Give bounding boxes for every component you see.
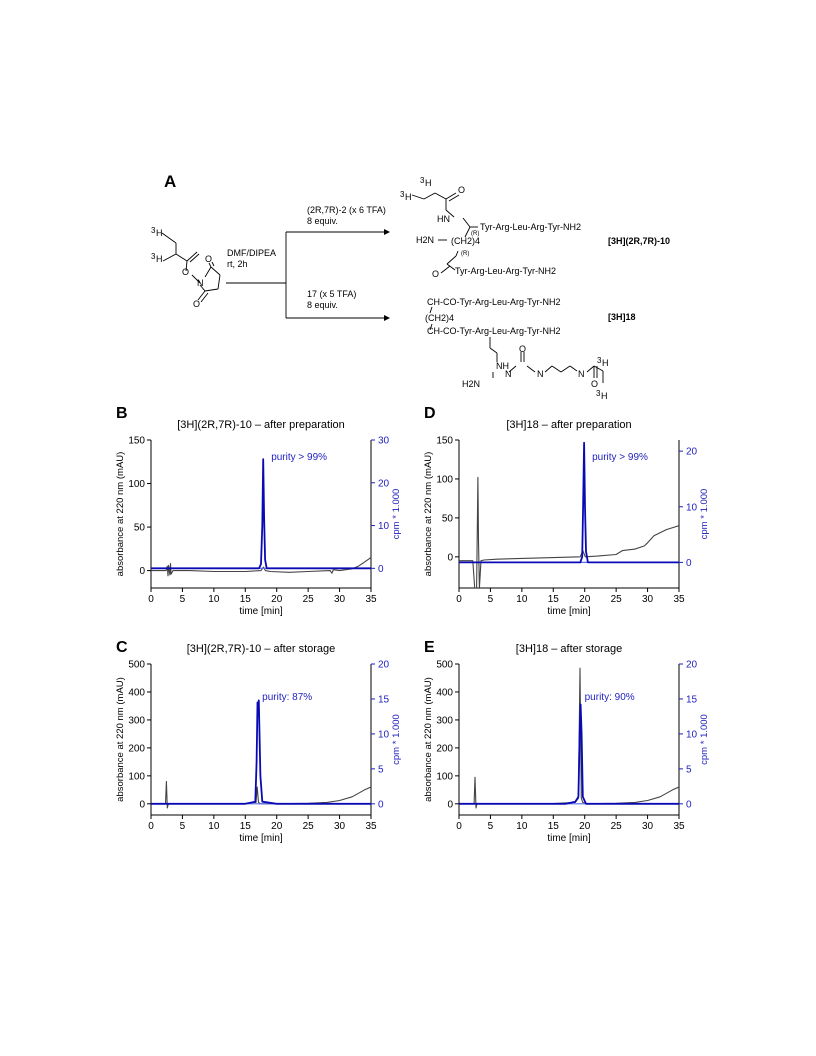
reaction-arrows: [226, 232, 384, 318]
x-tick-label: 0: [148, 594, 154, 605]
y-axis-label-left: absorbance at 220 nm (mAU): [115, 677, 126, 802]
chart-title: [3H]18 – after preparation: [506, 419, 632, 431]
x-axis-label: time [min]: [239, 833, 283, 844]
panel-label-a: A: [164, 172, 177, 191]
y-tick-label-left: 150: [436, 435, 453, 447]
chart-panel-d: [423, 405, 710, 617]
reaction-scheme: [151, 172, 670, 401]
equiv-top: 8 equiv.: [307, 216, 338, 226]
uv-trace: [459, 477, 679, 588]
atom-label: H: [156, 254, 163, 264]
x-tick-label: 20: [579, 594, 591, 605]
chart-panel-c: [115, 639, 402, 844]
y-tick-label-left: 100: [436, 474, 453, 486]
y-axis-label-right: cpm * 1.000: [699, 488, 710, 540]
x-tick-label: 25: [610, 594, 622, 605]
reactant-nhs-ester: [162, 233, 220, 302]
atom-label: N: [578, 369, 585, 379]
atom-label: H2N: [462, 379, 481, 389]
x-tick-label: 30: [642, 821, 654, 832]
reagent-top: (2R,7R)-2 (x 6 TFA): [307, 205, 386, 215]
x-tick-label: 5: [179, 821, 186, 832]
chart-panel-b: [115, 405, 402, 617]
y-tick-label-left: 200: [436, 743, 453, 755]
x-tick-label: 30: [334, 821, 346, 832]
x-tick-label: 10: [208, 821, 220, 832]
y-tick-label-left: 50: [441, 513, 453, 525]
x-axis-label: time [min]: [547, 606, 591, 617]
y-tick-label-right: 10: [378, 729, 390, 741]
peptide-chain-1: Tyr-Arg-Leu-Arg-Tyr-NH2: [480, 222, 582, 232]
y-tick-label-right: 10: [686, 729, 698, 741]
svg-text:3: 3: [151, 226, 156, 235]
y-tick-label-right: 20: [686, 446, 698, 458]
y-tick-label-right: 10: [686, 502, 698, 514]
atom-label: H: [156, 228, 163, 238]
y-tick-label-right: 15: [686, 694, 698, 706]
atom-label: O: [193, 299, 201, 309]
x-tick-label: 20: [579, 821, 591, 832]
y-tick-label-right: 5: [378, 764, 384, 776]
x-tick-label: 35: [673, 594, 685, 605]
y-tick-label-left: 500: [436, 659, 453, 671]
uv-trace: [459, 668, 679, 808]
arrowhead-bottom: [384, 315, 390, 321]
chain-2: CH-CO-Tyr-Arg-Leu-Arg-Tyr-NH2: [427, 326, 561, 336]
y-tick-label-right: 0: [686, 799, 692, 811]
y-tick-label-right: 5: [686, 764, 692, 776]
atom-label: H: [425, 178, 432, 188]
radioactivity-trace: [151, 700, 371, 803]
y-tick-label-right: 0: [686, 557, 692, 569]
arrowhead-top: [384, 229, 390, 235]
y-tick-label-right: 0: [378, 563, 384, 575]
product-18-name: [3H]18: [608, 312, 636, 322]
linker-label: (CH2)4: [425, 313, 455, 323]
atom-label: O: [519, 344, 527, 354]
x-tick-label: 30: [642, 594, 654, 605]
x-tick-label: 15: [239, 594, 251, 605]
x-tick-label: 20: [271, 821, 283, 832]
y-axis-label-left: absorbance at 220 nm (mAU): [423, 677, 434, 802]
x-tick-label: 10: [516, 594, 528, 605]
x-tick-label: 10: [208, 594, 220, 605]
y-tick-label-left: 200: [128, 743, 145, 755]
chain-1: CH-CO-Tyr-Arg-Leu-Arg-Tyr-NH2: [427, 297, 561, 307]
stereo-label: (R): [461, 251, 470, 257]
x-tick-label: 15: [547, 821, 559, 832]
atom-label: NH: [496, 361, 509, 371]
x-tick-label: 35: [673, 821, 685, 832]
chromatograms: [115, 405, 710, 844]
x-tick-label: 35: [365, 594, 377, 605]
svg-text:3: 3: [596, 389, 601, 398]
purity-annotation: purity: 90%: [584, 692, 635, 703]
y-tick-label-left: 400: [128, 687, 145, 699]
y-axis-label-left: absorbance at 220 nm (mAU): [115, 451, 126, 577]
x-tick-label: 15: [239, 821, 251, 832]
y-tick-label-left: 0: [447, 799, 453, 811]
atom-label: H: [601, 391, 608, 401]
y-axis-label-right: cpm * 1.000: [391, 714, 402, 765]
atom-label: O: [205, 254, 213, 264]
chart-panel-e: [423, 639, 710, 844]
purity-annotation: purity > 99%: [592, 452, 648, 463]
atom-label: N: [197, 278, 204, 288]
product-10-name: [3H](2R,7R)-10: [608, 236, 671, 246]
radioactivity-trace: [151, 459, 371, 568]
y-axis-label-right: cpm * 1.000: [699, 714, 710, 765]
y-tick-label-right: 0: [378, 799, 384, 811]
y-tick-label-right: 20: [686, 659, 698, 671]
atom-label: O: [432, 269, 440, 279]
purity-annotation: purity > 99%: [271, 452, 328, 463]
x-tick-label: 25: [302, 594, 314, 605]
y-tick-label-left: 150: [128, 435, 145, 447]
x-tick-label: 0: [148, 821, 154, 832]
y-tick-label-left: 500: [128, 659, 145, 671]
atom-label: N: [537, 369, 544, 379]
y-tick-label-left: 300: [128, 715, 145, 727]
chart-title: [3H](2R,7R)-10 – after storage: [186, 643, 336, 655]
x-tick-label: 25: [610, 821, 622, 832]
y-axis-label-left: absorbance at 220 nm (mAU): [423, 451, 434, 577]
y-tick-label-left: 0: [447, 552, 453, 564]
y-tick-label-right: 30: [378, 435, 390, 447]
chart-title: [3H]18 – after storage: [515, 643, 623, 655]
atom-label: HN: [437, 214, 450, 224]
x-tick-label: 5: [487, 594, 494, 605]
y-tick-label-left: 0: [139, 799, 145, 811]
x-tick-label: 35: [365, 821, 377, 832]
svg-text:3: 3: [420, 176, 425, 185]
y-tick-label-right: 10: [378, 521, 390, 533]
x-tick-label: 5: [487, 821, 494, 832]
y-axis-label-right: cpm * 1.000: [391, 488, 402, 540]
x-tick-label: 0: [456, 821, 462, 832]
atom-label: O: [591, 379, 599, 389]
x-tick-label: 15: [547, 594, 559, 605]
atom-label: H: [602, 358, 609, 368]
conditions-solvent: DMF/DIPEA: [227, 248, 277, 258]
x-tick-label: 10: [516, 821, 528, 832]
svg-text:3: 3: [597, 356, 602, 365]
y-tick-label-left: 0: [139, 566, 145, 578]
product-10-structure: [412, 193, 481, 273]
svg-text:3: 3: [400, 190, 405, 199]
atom-label: N: [505, 369, 512, 379]
x-axis-label: time [min]: [547, 833, 591, 844]
y-tick-label-left: 100: [128, 771, 145, 783]
chart-title: [3H](2R,7R)-10 – after preparation: [177, 419, 345, 431]
x-tick-label: 25: [302, 821, 314, 832]
purity-annotation: purity: 87%: [262, 692, 313, 703]
linker-label: (CH2)4: [451, 236, 481, 246]
x-tick-label: 5: [179, 594, 186, 605]
atom-label: O: [182, 267, 190, 277]
x-axis-label: time [min]: [239, 606, 283, 617]
x-tick-label: 0: [456, 594, 462, 605]
atom-label: O: [458, 185, 466, 195]
panel-label: B: [116, 405, 128, 422]
equiv-bottom: 8 equiv.: [307, 300, 338, 310]
panel-label: C: [116, 639, 128, 656]
y-tick-label-left: 400: [436, 687, 453, 699]
x-tick-label: 20: [271, 594, 283, 605]
y-tick-label-right: 20: [378, 478, 390, 490]
x-tick-label: 30: [334, 594, 346, 605]
svg-text:3: 3: [151, 252, 156, 261]
atom-label: H: [405, 192, 412, 202]
y-tick-label-left: 300: [436, 715, 453, 727]
panel-label: D: [424, 405, 436, 422]
radioactivity-trace: [459, 705, 679, 804]
peptide-chain-2: Tyr-Arg-Leu-Arg-Tyr-NH2: [455, 266, 557, 276]
stereo-label: (R): [471, 231, 480, 237]
conditions-time: rt, 2h: [227, 259, 248, 269]
y-tick-label-right: 15: [378, 694, 390, 706]
y-tick-label-left: 100: [436, 771, 453, 783]
reagent-bottom: 17 (x 5 TFA): [307, 289, 357, 299]
y-tick-label-left: 100: [128, 479, 145, 491]
y-tick-label-right: 20: [378, 659, 390, 671]
panel-label: E: [424, 639, 435, 656]
atom-label: H2N: [416, 235, 435, 245]
y-tick-label-left: 50: [133, 522, 145, 534]
